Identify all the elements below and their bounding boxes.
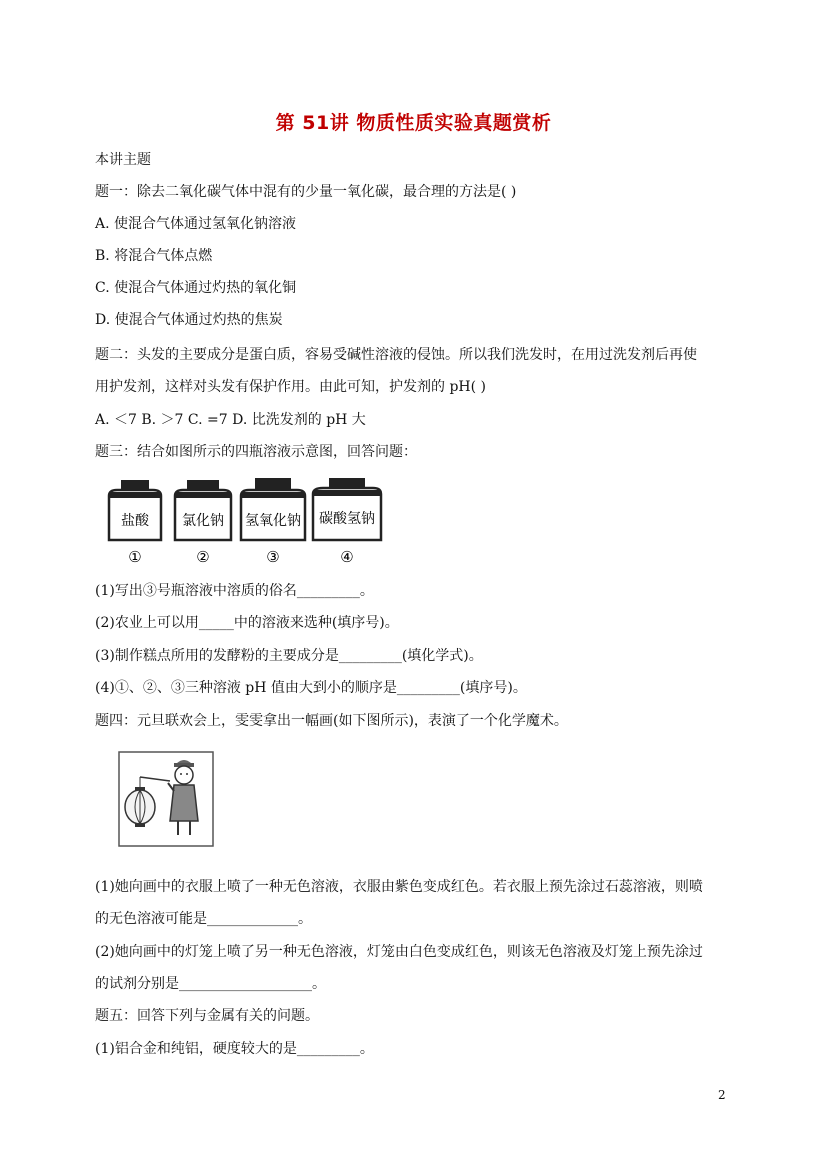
bottle-2-number: ② xyxy=(196,548,210,566)
question-2-options: A. ＜7 B. ＞7 C. =7 D. 比洗发剂的 pH 大 xyxy=(95,412,366,428)
question-5-item-1: (1)铝合金和纯铝，硬度较大的是_________。 xyxy=(95,1041,374,1057)
question-2-stem-line-2: 用护发剂，这样对头发有保护作用。由此可知，护发剂的 pH( ) xyxy=(95,379,486,395)
question-4-item-2-line-2: 的试剂分别是___________________。 xyxy=(95,976,326,992)
bottle-4-label: 碳酸氢钠 xyxy=(319,511,375,527)
bottle-3 xyxy=(241,478,305,566)
question-3-stem: 题三：结合如图所示的四瓶溶液示意图，回答问题： xyxy=(95,444,417,460)
question-1-option-b: B. 将混合气体点燃 xyxy=(95,248,213,264)
question-1-option-c: C. 使混合气体通过灼热的氧化铜 xyxy=(95,280,297,296)
bottle-3-number: ③ xyxy=(266,548,280,566)
lantern-picture xyxy=(118,751,214,847)
bottle-4-number: ④ xyxy=(340,548,354,566)
question-3-item-4: (4)①、②、③三种溶液 pH 值由大到小的顺序是_________(填序号)。 xyxy=(95,680,527,696)
bottle-2 xyxy=(175,480,231,566)
question-4-item-1-line-2: 的无色溶液可能是_____________。 xyxy=(95,911,312,927)
bottle-1-number: ① xyxy=(128,548,142,566)
question-3-item-1: (1)写出③号瓶溶液中溶质的俗名_________。 xyxy=(95,583,374,599)
section-heading: 本讲主题 xyxy=(95,152,151,168)
question-1-option-d: D. 使混合气体通过灼热的焦炭 xyxy=(95,312,283,328)
question-4-item-1-line-1: (1)她向画中的衣服上喷了一种无色溶液，衣服由紫色变成红色。若衣服上预先涂过石蕊溶液，则喷 xyxy=(95,879,703,895)
question-5-stem: 题五：回答下列与金属有关的问题。 xyxy=(95,1008,319,1024)
bottle-1 xyxy=(109,480,161,566)
bottle-4 xyxy=(313,478,381,566)
bottle-1-label: 盐酸 xyxy=(121,513,149,529)
question-1-stem: 题一：除去二氧化碳气体中混有的少量一氧化碳，最合理的方法是( ) xyxy=(95,184,517,200)
question-4-item-2-line-1: (2)她向画中的灯笼上喷了另一种无色溶液，灯笼由白色变成红色，则该无色溶液及灯笼上预先涂过 xyxy=(95,944,703,960)
question-3-item-2: (2)农业上可以用_____中的溶液来选种(填序号)。 xyxy=(95,615,399,631)
question-1-option-a: A. 使混合气体通过氢氧化钠溶液 xyxy=(95,216,297,232)
question-2-stem-line-1: 题二：头发的主要成分是蛋白质，容易受碱性溶液的侵蚀。所以我们洗发时，在用过洗发剂后再使 xyxy=(95,347,697,363)
page-number: 2 xyxy=(718,1088,726,1102)
bottle-2-label: 氯化钠 xyxy=(182,513,224,529)
four-bottles-figure xyxy=(103,478,393,568)
question-3-item-3: (3)制作糕点所用的发酵粉的主要成分是_________(填化学式)。 xyxy=(95,648,483,664)
question-4-stem: 题四：元旦联欢会上，雯雯拿出一幅画(如下图所示)，表演了一个化学魔术。 xyxy=(95,713,568,729)
page-title: 第 51讲 物质性质实验真题赏析 xyxy=(275,112,552,134)
bottle-3-label: 氢氧化钠 xyxy=(245,513,301,529)
